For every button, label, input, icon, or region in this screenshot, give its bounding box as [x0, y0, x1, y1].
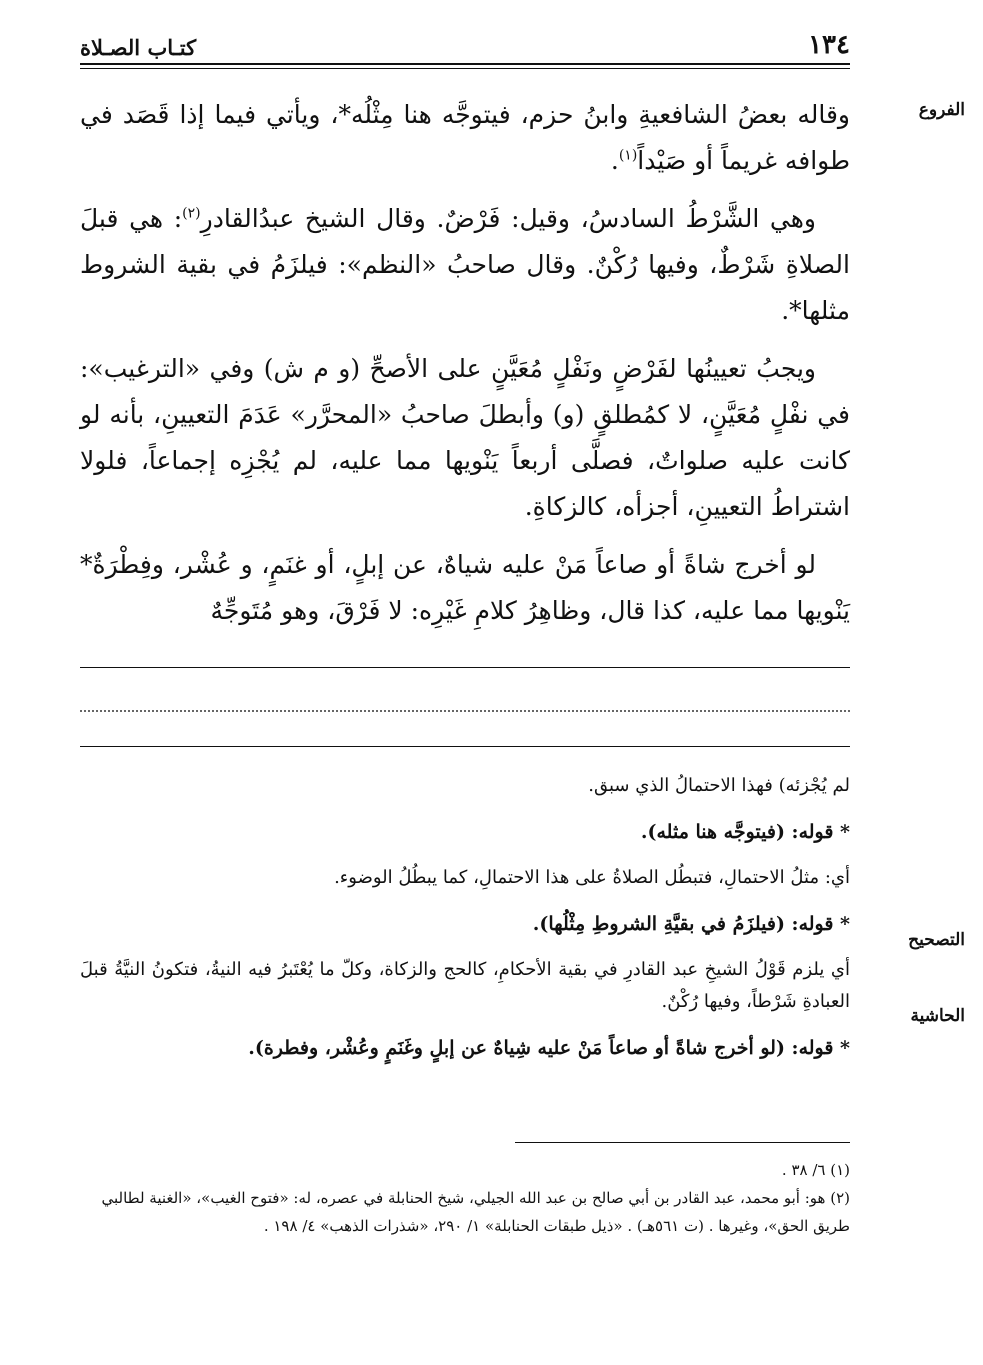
page-number: ١٣٤ — [808, 30, 850, 60]
book-title: كتـاب الصـلاة — [80, 35, 197, 60]
footnote-rule — [515, 1142, 850, 1143]
main-paragraph: لو أخرج شاةً أو صاعاً مَنْ عليه شياهٌ، عن إبلٍ، أو غنَمٍ، و عُشْر، وفِطْرَةٌ* يَنْويها مما عليه، كذا قال، وظاهِرُ كلامِ غَيْرِه: لا فَرْقَ، وهو مُتَوجِّهٌ — [80, 550, 850, 625]
hashiya-kawl: * قوله: (فيلزَمُ في بقيَّةِ الشروطِ مِثْلُها). — [532, 913, 850, 935]
footnote-item: (٢) هو: أبو محمد، عبد القادر بن أبي صالح بن عبد الله الجيلي، شيخ الحنابلة في عصره، له: «فتوح الغيب»، «الغنية لطالبي طريق الحق»، وغيرها . (ت ٥٦١هـ) . «ذيل طبقات الحنابلة» ١/ ٢٩٠، «شذرات الذهب» ٤/ ١٩٨ . — [101, 1189, 850, 1235]
hashiya-kawl: * قوله: (فيتوجَّه هنا مثله). — [640, 821, 850, 843]
footnote-item: (١) ٦/ ٣٨ . — [781, 1161, 850, 1179]
footnote-ref: (١) — [618, 147, 638, 164]
main-text — [80, 92, 850, 646]
hashiya-paragraph: أي: مثلُ الاحتمالِ، فتبطُل الصلاةُ على هذا الاحتمالِ، كما يبطُلُ الوضوء. — [334, 867, 850, 888]
section-divider — [80, 746, 850, 747]
footnotes — [80, 1156, 850, 1240]
tashih-dotted-line — [80, 710, 850, 712]
hashiya-paragraph: لم يُجْزئه) فهذا الاحتمالُ الذي سبق. — [588, 775, 850, 796]
header-rule-thin — [80, 68, 850, 69]
side-label-hashiya: الحاشية — [910, 1006, 965, 1026]
main-paragraph: وقاله بعضُ الشافعيةِ وابنُ حزم، فيتوجَّه هنا مِثْلُه*، ويأتي فيما إذا قَصَد في طوافه غريماً أو صَيْداً$^{(١)}$. — [80, 100, 850, 175]
side-label-furu: الفروع — [918, 100, 965, 120]
footnote-ref: (٢) — [182, 205, 201, 222]
section-divider — [80, 667, 850, 668]
side-label-tashih: التصحيح — [908, 930, 965, 950]
hashiya-kawl: * قوله: (لو أخرج شاةً أو صاعاً مَنْ عليه شِياهٌ عن إبلٍ وغَنَمٍ وعُشْر، وفطرة). — [248, 1037, 850, 1059]
page-header — [80, 26, 850, 60]
hashiya-text — [80, 770, 850, 1078]
header-rule — [80, 63, 850, 65]
hashiya-paragraph: أي يلزم قَوْلُ الشيخِ عبد القادرِ في بقية الأحكامِ، كالحج والزكاة، وكلّ ما يُعْتَبرُ فيه النيةُ، فتكونُ النيَّةُ قبلَ العبادةِ شَرْطاً، وفيها رُكْنٌ. — [80, 959, 850, 1012]
main-paragraph: ويجبُ تعيينُها لفَرْضٍ ونَفْلٍ مُعَيَّنٍ على الأصحِّ (و م ش) وفي «الترغيب»: في نفْلٍ مُعَيَّنٍ، لا كمُطلقٍ (و) وأبطلَ صاحبُ «المحرَّر» عَدَمَ التعيينِ، بأنه لو كانت عليه صلواتٌ، فصلَّى أربعاً يَنْويها مما عليه، لم يُجْزِه إجماعاً، فلولا اشتراطُ التعيينِ، أجزأه، كالزكاةِ. — [80, 354, 850, 521]
main-paragraph: وهي الشَّرْطُ السادسُ، وقيل: فَرْضٌ. وقال الشيخ عبدُالقادرِ$^{(٢)}$: هي قبلَ الصلاةِ شَرْطٌ، وفيها رُكْنٌ. وقال صاحبُ «النظم»: فيلزَمُ في بقية الشروط مثلها*. — [80, 204, 850, 325]
